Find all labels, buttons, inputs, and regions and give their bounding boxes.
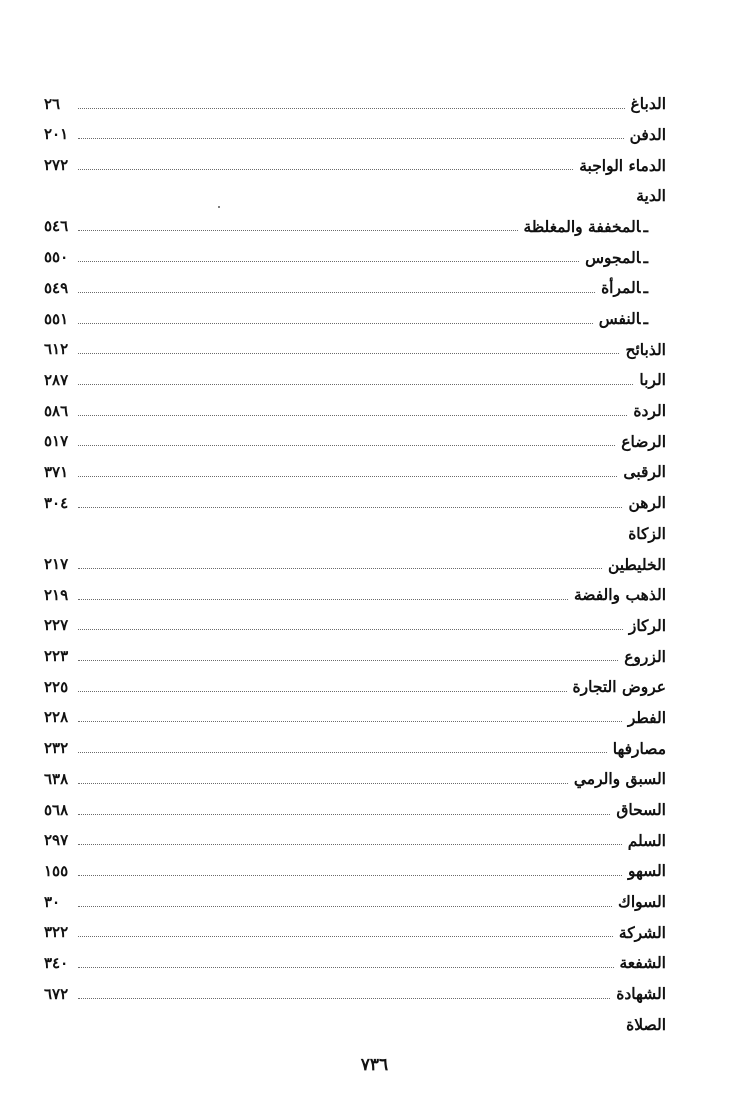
index-page-number: ٥٦٨ xyxy=(44,800,69,819)
index-page-number: ٥٥١ xyxy=(44,309,69,328)
index-term-text: الذبائح xyxy=(625,339,666,359)
dot-leader xyxy=(78,998,610,999)
index-term-text: الركاز xyxy=(628,615,666,635)
index-term xyxy=(574,771,666,787)
sub-entry-dash: ـ xyxy=(643,247,648,267)
dot-leader xyxy=(78,936,613,937)
index-page-number: ٣٠ xyxy=(44,892,61,911)
index-entry xyxy=(44,208,666,239)
index-term-text: النفس xyxy=(598,309,641,328)
dot-leader xyxy=(78,108,625,109)
dot-leader xyxy=(78,261,579,262)
index-page-number: ٢٢٧ xyxy=(44,616,69,635)
index-term xyxy=(624,646,666,666)
index-term-text: الصلاة xyxy=(626,1014,666,1034)
index-entry xyxy=(44,331,666,362)
index-term xyxy=(607,554,666,574)
index-term xyxy=(626,1014,666,1034)
index-term xyxy=(628,863,666,879)
index-page-number: ٢٧٢ xyxy=(44,156,69,175)
index-term xyxy=(573,679,666,695)
index-page-number: ٢٢٣ xyxy=(44,647,69,666)
dot-leader xyxy=(78,292,595,293)
index-term xyxy=(579,155,666,175)
index-term-text: الفطر xyxy=(627,707,666,727)
index-page-number: ٥٥٠ xyxy=(44,248,69,267)
dot-leader xyxy=(78,599,568,600)
index-term-text: الردة xyxy=(633,401,666,421)
index-page-number: ٢١٧ xyxy=(44,555,69,573)
index-term-text: الشركة xyxy=(618,922,666,942)
index-term xyxy=(628,523,666,543)
index-term-text: السلم xyxy=(627,830,666,850)
dot-leader xyxy=(78,323,593,324)
index-page-number: ٥٤٩ xyxy=(44,278,69,297)
dot-leader xyxy=(78,814,610,815)
index-entry xyxy=(44,238,666,269)
index-page-number: ٥٨٦ xyxy=(44,401,69,420)
index-term-text: الرقبى xyxy=(623,462,666,482)
index-entry xyxy=(44,300,666,331)
dot-leader xyxy=(78,353,619,354)
index-term xyxy=(628,615,666,635)
dot-leader xyxy=(78,783,568,784)
index-entry xyxy=(44,146,666,177)
dot-leader xyxy=(78,967,614,968)
page-number: ٧٣٦ xyxy=(360,1055,389,1075)
index-term-text: مصارفها xyxy=(612,738,666,758)
index-term-text: الزروع xyxy=(624,646,666,666)
index-term xyxy=(621,431,666,451)
index-entry xyxy=(44,607,666,638)
index-term xyxy=(631,96,666,112)
dot-leader xyxy=(78,906,612,907)
sub-entry-dash: ـ xyxy=(643,278,648,298)
dot-leader xyxy=(78,629,623,630)
index-term xyxy=(616,986,666,1002)
index-term xyxy=(599,311,648,327)
index-entry xyxy=(44,637,666,668)
index-entry xyxy=(44,269,666,300)
index-entry xyxy=(44,668,666,699)
index-page-number: ٢٦ xyxy=(44,94,61,113)
index-term-text: الزكاة xyxy=(628,523,666,543)
index-term xyxy=(636,188,666,204)
index-page-number: ٦٧٢ xyxy=(44,984,69,1003)
dot-leader xyxy=(78,752,607,753)
dot-leader xyxy=(78,721,622,722)
dot-leader xyxy=(78,844,622,845)
index-term-text: الدماء الواجبة xyxy=(579,155,666,175)
index-entry xyxy=(44,852,666,883)
index-entry xyxy=(44,729,666,760)
index-term xyxy=(629,124,666,144)
index-list xyxy=(44,85,666,1036)
index-term-text: السواك xyxy=(618,892,666,912)
index-page-number: ٦٣٨ xyxy=(44,769,69,788)
dot-leader xyxy=(78,660,618,661)
index-page-number: ٥٤٦ xyxy=(44,217,69,236)
index-entry xyxy=(44,1006,666,1037)
dot-leader xyxy=(78,230,518,231)
index-term xyxy=(625,339,666,359)
index-term-text: الرضاع xyxy=(621,431,666,451)
index-term xyxy=(620,955,667,971)
sub-entry-dash: ـ xyxy=(643,216,648,236)
index-entry xyxy=(44,116,666,147)
index-term-text: الربا xyxy=(639,370,666,390)
index-term xyxy=(633,403,666,419)
index-entry xyxy=(44,361,666,392)
index-term xyxy=(523,216,648,236)
index-page-number: ٢٠١ xyxy=(44,125,69,144)
index-term-text: المرأة xyxy=(601,278,641,298)
index-term-text: الدباغ xyxy=(630,94,666,114)
index-entry xyxy=(44,177,666,208)
index-term xyxy=(574,587,666,603)
index-page-number: ٦١٢ xyxy=(44,340,69,359)
dot-leader xyxy=(78,476,617,477)
dot-leader xyxy=(78,384,633,385)
stray-mark xyxy=(218,206,220,208)
index-term-text: المخففة والمغلظة xyxy=(523,216,641,236)
index-term-text: السهو xyxy=(627,861,666,881)
index-term xyxy=(618,922,666,942)
index-term xyxy=(627,707,666,727)
dot-leader xyxy=(78,169,573,170)
index-entry xyxy=(44,699,666,730)
index-entry xyxy=(44,545,666,576)
index-page-number: ٢١٩ xyxy=(44,585,69,604)
index-term xyxy=(612,738,666,758)
dot-leader xyxy=(78,445,615,446)
index-term-text: المجوس xyxy=(585,247,641,267)
index-term-text: السبق والرمي xyxy=(573,769,666,789)
index-term xyxy=(616,802,666,818)
index-term-text: عروض التجارة xyxy=(572,677,666,697)
index-term-text: السحاق xyxy=(616,800,666,819)
index-term-text: الذهب والفضة xyxy=(573,585,666,605)
dot-leader xyxy=(78,415,627,416)
sub-entry-dash: ـ xyxy=(643,309,648,328)
index-page-number: ١٥٥ xyxy=(44,861,69,880)
index-entry xyxy=(44,791,666,822)
index-term xyxy=(628,495,666,511)
index-page-number: ٢٨٧ xyxy=(44,370,69,389)
index-term xyxy=(627,830,666,850)
index-term-text: الدفن xyxy=(629,124,666,144)
index-page-number: ٢٢٥ xyxy=(44,677,69,696)
index-entry xyxy=(44,822,666,853)
index-entry xyxy=(44,453,666,484)
index-entry xyxy=(44,85,666,116)
dot-leader xyxy=(78,138,624,139)
index-term xyxy=(618,894,666,910)
index-term xyxy=(601,280,648,296)
index-page-number: ٢٩٧ xyxy=(44,831,69,850)
index-page-number: ٣٤٠ xyxy=(44,953,69,972)
dot-leader xyxy=(78,691,567,692)
index-page-number: ٣٧١ xyxy=(44,462,69,481)
index-term-text: الدية xyxy=(636,186,666,206)
index-entry xyxy=(44,576,666,607)
dot-leader xyxy=(78,507,622,508)
index-page-number: ٢٢٨ xyxy=(44,708,69,727)
index-term xyxy=(639,372,666,388)
index-entry xyxy=(44,484,666,515)
index-entry xyxy=(44,760,666,791)
index-page-number: ٢٣٢ xyxy=(44,739,69,758)
index-entry xyxy=(44,975,666,1006)
index-term xyxy=(623,464,666,480)
index-entry xyxy=(44,883,666,914)
index-entry xyxy=(44,392,666,423)
index-page-number: ٣٠٤ xyxy=(44,493,69,512)
index-term xyxy=(585,247,648,267)
index-page-number: ٣٢٢ xyxy=(44,923,69,942)
dot-leader xyxy=(78,875,622,876)
index-term-text: الرهن xyxy=(628,493,666,513)
index-term-text: الشفعة xyxy=(619,953,666,973)
index-entry xyxy=(44,515,666,546)
index-entry xyxy=(44,944,666,975)
index-entry xyxy=(44,423,666,454)
index-page-number: ٥١٧ xyxy=(44,432,69,451)
index-term-text: الشهادة xyxy=(616,984,666,1004)
index-term-text: الخليطين xyxy=(607,554,666,574)
dot-leader xyxy=(78,568,602,569)
index-entry xyxy=(44,914,666,945)
